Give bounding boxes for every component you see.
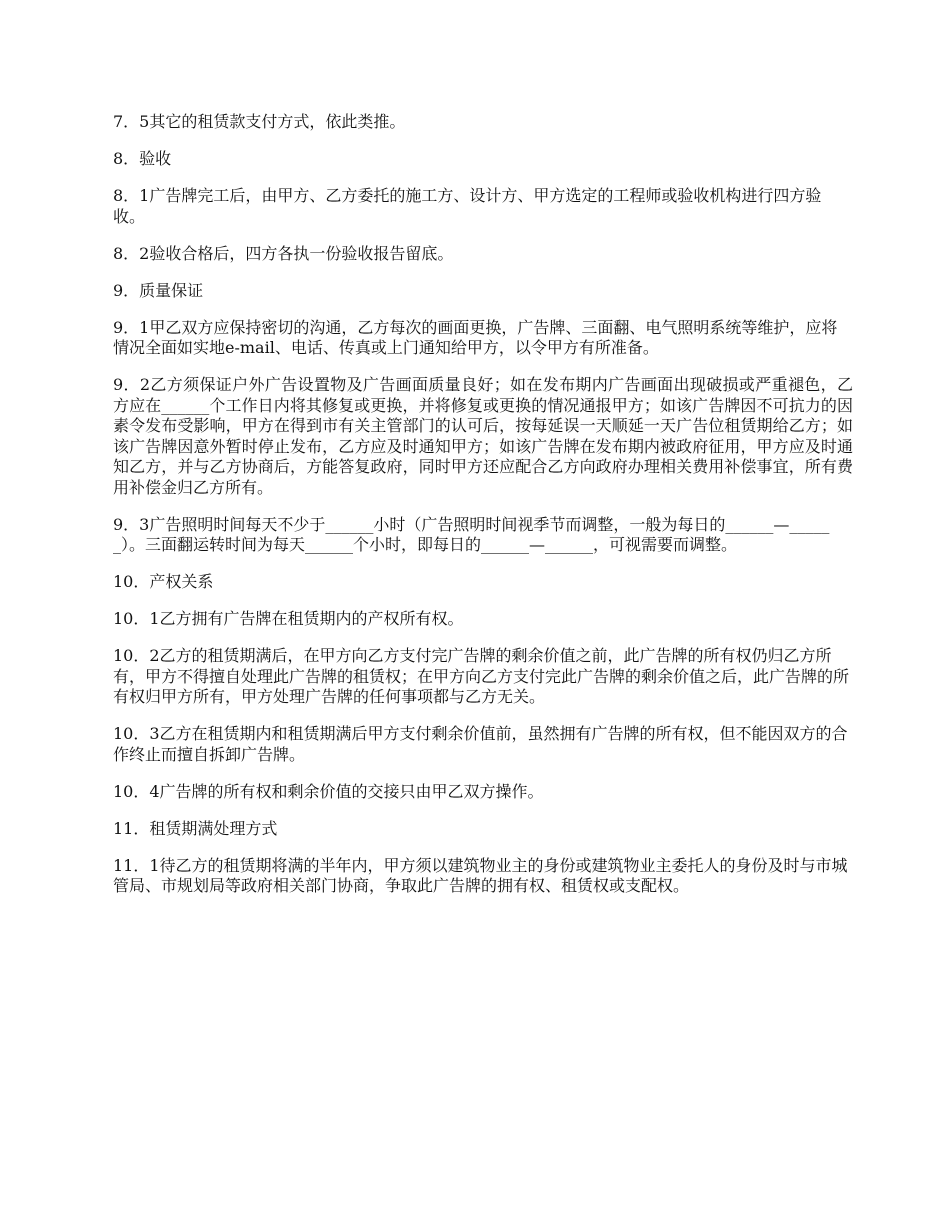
section-9-heading: 9．质量保证 [113,280,204,300]
document-page [113,112,853,913]
clause-10-1: 10．1乙方拥有广告牌在租赁期内的产权所有权。 [113,609,464,628]
section-8-heading: 8．验收 [113,149,172,168]
clause-11-1: 11．1待乙方的租赁期将满的半年内，甲方须以建筑物业主的身份或建筑物业主委托人的身份及时与市城管局、市规划局等政府相关部门协商，争取此广告牌的拥有权、租赁权或支配权。 [113,855,848,895]
clause-10-4: 10．4广告牌的所有权和剩余价值的交接只由甲乙双方操作。 [113,781,544,801]
clause-8-1: 8．1广告牌完工后，由甲方、乙方委托的施工方、设计方、甲方选定的工程师或验收机构进行四方验收。 [113,186,822,226]
section-10-heading: 10．产权关系 [113,572,214,591]
clause-9-2: 9．2乙方须保证户外广告设置物及广告画面质量良好；如在发布期内广告画面出现破损或严重褪色，乙方应在______个工作日内将其修复或更换，并将修复或更换的情况通报甲方；如该广告牌因不可抗力的因素令发布受影响，甲方在得到市有关主管部门的认可后，按每延误一天顺延一天广告位租赁期给乙方；如该广告牌因意外暂时停止发布，乙方应及时通知甲方；如该广告牌在发布期内被政府征用，甲方应及时通知乙方，并与乙方协商后，方能答复政府，同时甲方还应配合乙方向政府办理相关费用补偿事宜，所有费用补偿金归乙方所有。 [113,375,853,497]
clause-10-3: 10．3乙方在租赁期内和租赁期满后甲方支付剩余价值前，虽然拥有广告牌的所有权，但不能因双方的合作终止而擅自拆卸广告牌。 [113,724,848,764]
clause-9-1: 9．1甲乙双方应保持密切的沟通，乙方每次的画面更换，广告牌、三面翻、电气照明系统等维护，应将情况全面如实地e-mail、电话、传真或上门通知给甲方，以令甲方有所准备。 [113,317,838,357]
section-11-heading: 11．租赁期满处理方式 [113,818,278,838]
clause-9-3: 9．3广告照明时间每天不少于______小时（广告照明时间视季节而调整，一般为每日的______—______）。三面翻运转时间为每天______个小时，即每日的______—______，可视需要而调整。 [113,514,830,554]
clause-10-2: 10．2乙方的租赁期满后，在甲方向乙方支付完广告牌的剩余价值之前，此广告牌的所有权仍归乙方所有，甲方不得擅自处理此广告牌的租赁权；在甲方向乙方支付完此广告牌的剩余价值之后，此广告牌的所有权归甲方所有，甲方处理广告牌的任何事项都与乙方无关。 [113,646,850,706]
clause-8-2: 8．2验收合格后，四方各执一份验收报告留底。 [113,243,454,263]
clause-7-5: 7．5其它的租赁款支付方式，依此类推。 [113,112,406,131]
